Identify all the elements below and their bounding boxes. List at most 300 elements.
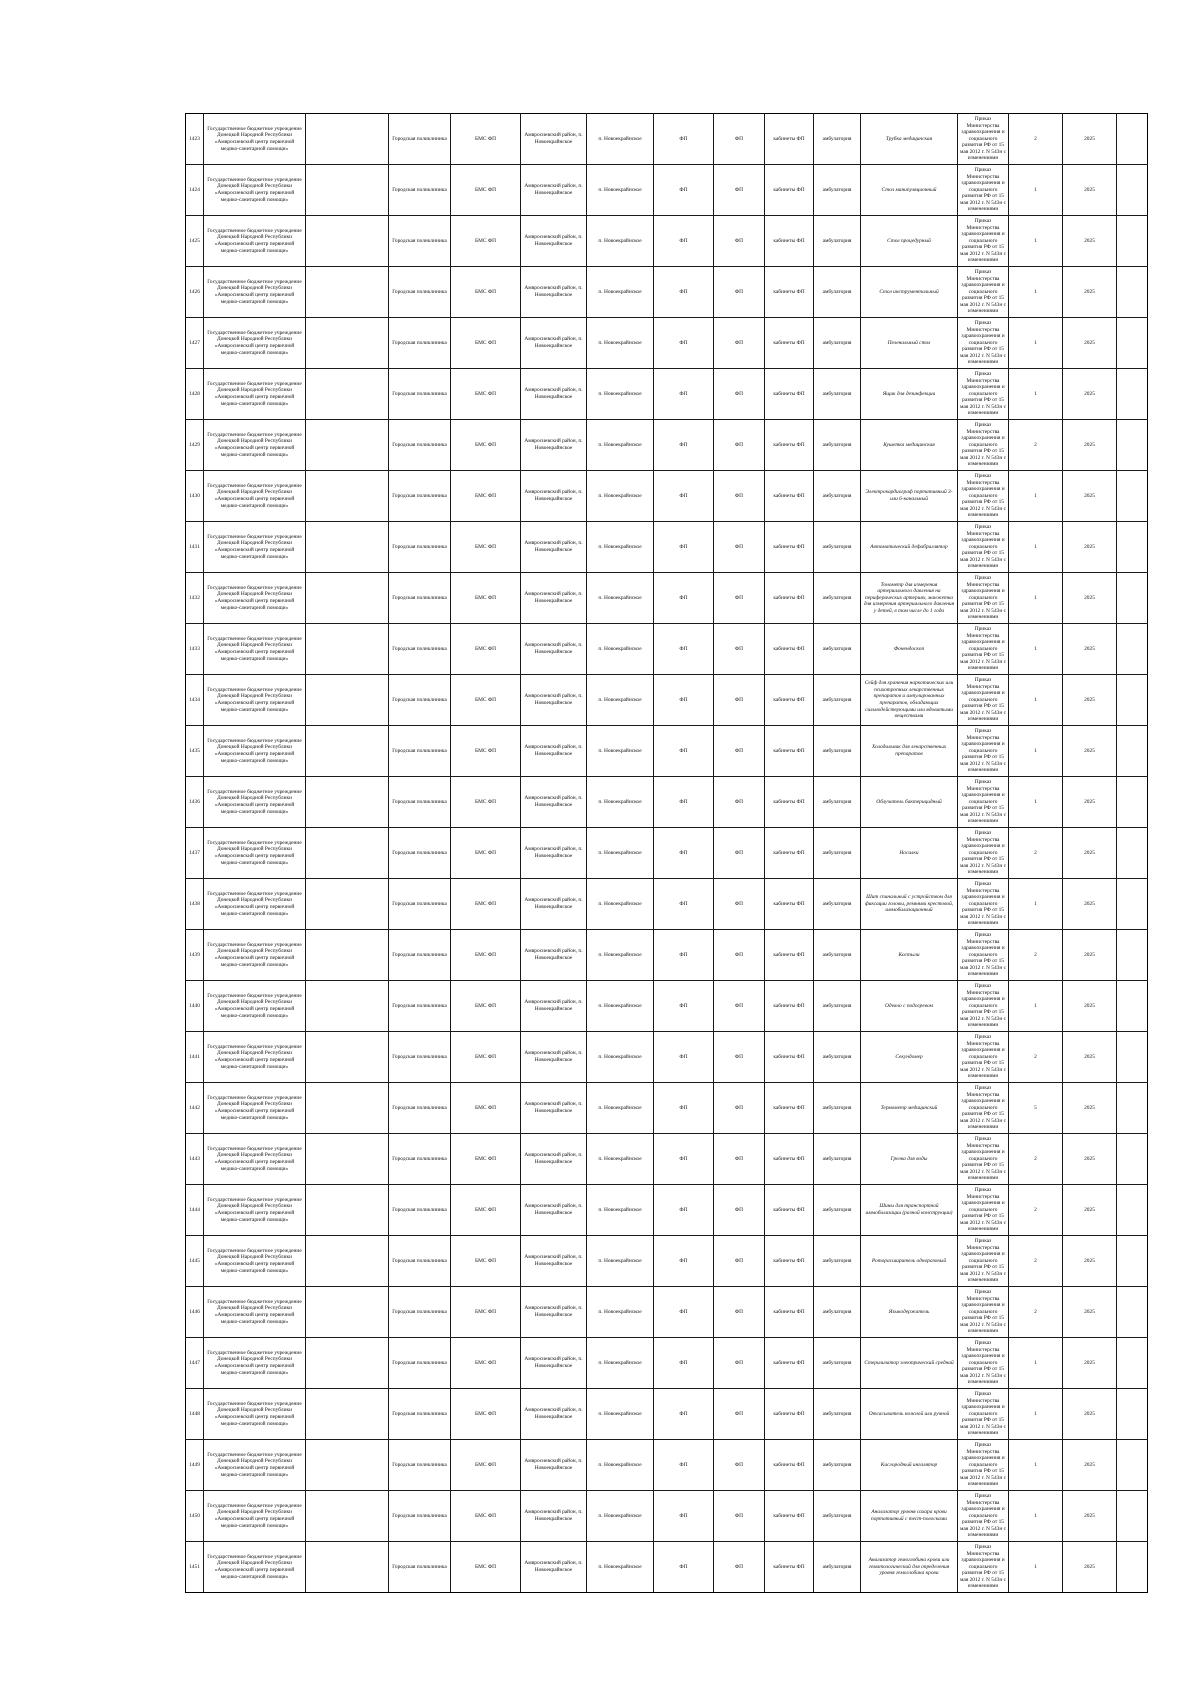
table-row [186, 318, 1148, 369]
unit-code-cell-2: ФП [714, 267, 765, 318]
district-cell: Амвросиевский район, п. Новоекрайнское [521, 675, 587, 726]
quantity-cell: 2 [1009, 1185, 1063, 1236]
room-cell: кабинеты ФП [765, 1287, 814, 1338]
row-number-cell: 1439 [186, 930, 204, 981]
department-cell: амбулатория [814, 1185, 861, 1236]
organization-cell: Государственное бюджетное учреждение Донецкой Народной Республики «Амвросиевский центр первичной медико-санитарной помощи» [204, 369, 306, 420]
facility-type-cell: Городская поликлиника [389, 1440, 451, 1491]
empty-cell-end [1117, 1134, 1148, 1185]
code-cell: БМС ФП [451, 573, 521, 624]
equipment-name-cell: Стерилизатор электрический средний [861, 1338, 958, 1389]
row-number-cell: 1440 [186, 981, 204, 1032]
equipment-name-cell: Анализатор уровня сахара крови портативный с тест-полосками [861, 1491, 958, 1542]
year-cell: 2025 [1063, 1032, 1117, 1083]
code-cell: БМС ФП [451, 624, 521, 675]
district-cell: Амвросиевский район, п. Новоекрайнское [521, 420, 587, 471]
settlement-cell: п. Новоекрайнское [587, 879, 654, 930]
facility-type-cell: Городская поликлиника [389, 1287, 451, 1338]
equipment-name-cell: Трубка медицинская [861, 114, 958, 165]
unit-code-cell: ФП [654, 1440, 714, 1491]
year-cell: 2025 [1063, 726, 1117, 777]
regulation-cell: Приказ Министерства здравоохранения и социального развития РФ от 15 мая 2012 г. N 543н с изменениями [958, 828, 1009, 879]
facility-type-cell: Городская поликлиника [389, 471, 451, 522]
year-cell: 2025 [1063, 165, 1117, 216]
empty-cell-end [1117, 930, 1148, 981]
empty-cell-end [1117, 1491, 1148, 1542]
regulation-cell: Приказ Министерства здравоохранения и социального развития РФ от 15 мая 2012 г. N 543н с изменениями [958, 1389, 1009, 1440]
empty-cell [306, 1440, 389, 1491]
empty-cell-end [1117, 267, 1148, 318]
unit-code-cell-2: ФП [714, 318, 765, 369]
department-cell: амбулатория [814, 1389, 861, 1440]
unit-code-cell: ФП [654, 1491, 714, 1542]
table-row [186, 726, 1148, 777]
code-cell: БМС ФП [451, 318, 521, 369]
facility-type-cell: Городская поликлиника [389, 1236, 451, 1287]
empty-cell-end [1117, 879, 1148, 930]
facility-type-cell: Городская поликлиника [389, 981, 451, 1032]
settlement-cell: п. Новоекрайнское [587, 726, 654, 777]
room-cell: кабинеты ФП [765, 879, 814, 930]
facility-type-cell: Городская поликлиника [389, 318, 451, 369]
empty-cell [306, 1287, 389, 1338]
equipment-name-cell: Кислородный ингалятор [861, 1440, 958, 1491]
empty-cell [306, 573, 389, 624]
room-cell: кабинеты ФП [765, 726, 814, 777]
empty-cell-end [1117, 471, 1148, 522]
room-cell: кабинеты ФП [765, 165, 814, 216]
unit-code-cell: ФП [654, 1134, 714, 1185]
regulation-cell: Приказ Министерства здравоохранения и социального развития РФ от 15 мая 2012 г. N 543н с изменениями [958, 369, 1009, 420]
room-cell: кабинеты ФП [765, 1236, 814, 1287]
settlement-cell: п. Новоекрайнское [587, 318, 654, 369]
code-cell: БМС ФП [451, 981, 521, 1032]
equipment-name-cell: Языкодержатель [861, 1287, 958, 1338]
settlement-cell: п. Новоекрайнское [587, 930, 654, 981]
row-number-cell: 1447 [186, 1338, 204, 1389]
row-number-cell: 1428 [186, 369, 204, 420]
unit-code-cell: ФП [654, 1389, 714, 1440]
unit-code-cell-2: ФП [714, 165, 765, 216]
empty-cell-end [1117, 624, 1148, 675]
unit-code-cell: ФП [654, 624, 714, 675]
unit-code-cell-2: ФП [714, 420, 765, 471]
quantity-cell: 2 [1009, 930, 1063, 981]
room-cell: кабинеты ФП [765, 1083, 814, 1134]
unit-code-cell-2: ФП [714, 1032, 765, 1083]
facility-type-cell: Городская поликлиника [389, 828, 451, 879]
organization-cell: Государственное бюджетное учреждение Донецкой Народной Республики «Амвросиевский центр первичной медико-санитарной помощи» [204, 420, 306, 471]
department-cell: амбулатория [814, 981, 861, 1032]
table-row [186, 981, 1148, 1032]
organization-cell: Государственное бюджетное учреждение Донецкой Народной Республики «Амвросиевский центр первичной медико-санитарной помощи» [204, 522, 306, 573]
settlement-cell: п. Новоекрайнское [587, 1287, 654, 1338]
regulation-cell: Приказ Министерства здравоохранения и социального развития РФ от 15 мая 2012 г. N 543н с изменениями [958, 930, 1009, 981]
organization-cell: Государственное бюджетное учреждение Донецкой Народной Республики «Амвросиевский центр первичной медико-санитарной помощи» [204, 267, 306, 318]
row-number-cell: 1425 [186, 216, 204, 267]
row-number-cell: 1434 [186, 675, 204, 726]
empty-cell-end [1117, 1236, 1148, 1287]
quantity-cell: 1 [1009, 318, 1063, 369]
row-number-cell: 1424 [186, 165, 204, 216]
row-number-cell: 1432 [186, 573, 204, 624]
room-cell: кабинеты ФП [765, 1032, 814, 1083]
room-cell: кабинеты ФП [765, 420, 814, 471]
equipment-name-cell: Термометр медицинский [861, 1083, 958, 1134]
regulation-cell: Приказ Министерства здравоохранения и социального развития РФ от 15 мая 2012 г. N 543н с изменениями [958, 1134, 1009, 1185]
facility-type-cell: Городская поликлиника [389, 369, 451, 420]
department-cell: амбулатория [814, 624, 861, 675]
year-cell: 2025 [1063, 522, 1117, 573]
unit-code-cell: ФП [654, 369, 714, 420]
regulation-cell: Приказ Министерства здравоохранения и социального развития РФ от 15 мая 2012 г. N 543н с изменениями [958, 879, 1009, 930]
unit-code-cell-2: ФП [714, 471, 765, 522]
empty-cell-end [1117, 1338, 1148, 1389]
regulation-cell: Приказ Министерства здравоохранения и социального развития РФ от 15 мая 2012 г. N 543н с изменениями [958, 471, 1009, 522]
facility-type-cell: Городская поликлиника [389, 1083, 451, 1134]
empty-cell-end [1117, 1032, 1148, 1083]
district-cell: Амвросиевский район, п. Новоекрайнское [521, 1338, 587, 1389]
table-row [186, 930, 1148, 981]
year-cell: 2025 [1063, 828, 1117, 879]
regulation-cell: Приказ Министерства здравоохранения и социального развития РФ от 15 мая 2012 г. N 543н с изменениями [958, 1083, 1009, 1134]
code-cell: БМС ФП [451, 930, 521, 981]
quantity-cell: 1 [1009, 1491, 1063, 1542]
facility-type-cell: Городская поликлиника [389, 216, 451, 267]
unit-code-cell-2: ФП [714, 624, 765, 675]
equipment-name-cell: Стол процедурный [861, 216, 958, 267]
empty-cell [306, 522, 389, 573]
quantity-cell: 2 [1009, 1287, 1063, 1338]
organization-cell: Государственное бюджетное учреждение Донецкой Народной Республики «Амвросиевский центр первичной медико-санитарной помощи» [204, 1287, 306, 1338]
unit-code-cell: ФП [654, 726, 714, 777]
district-cell: Амвросиевский район, п. Новоекрайнское [521, 1185, 587, 1236]
settlement-cell: п. Новоекрайнское [587, 624, 654, 675]
unit-code-cell: ФП [654, 114, 714, 165]
quantity-cell: 1 [1009, 522, 1063, 573]
unit-code-cell-2: ФП [714, 1338, 765, 1389]
table-row [186, 420, 1148, 471]
quantity-cell: 1 [1009, 369, 1063, 420]
year-cell: 2025 [1063, 1236, 1117, 1287]
row-number-cell: 1438 [186, 879, 204, 930]
row-number-cell: 1450 [186, 1491, 204, 1542]
settlement-cell: п. Новоекрайнское [587, 1389, 654, 1440]
table-row [186, 777, 1148, 828]
unit-code-cell: ФП [654, 828, 714, 879]
room-cell: кабинеты ФП [765, 1134, 814, 1185]
code-cell: БМС ФП [451, 675, 521, 726]
organization-cell: Государственное бюджетное учреждение Донецкой Народной Республики «Амвросиевский центр первичной медико-санитарной помощи» [204, 114, 306, 165]
empty-cell [306, 1542, 389, 1593]
table-row [186, 1287, 1148, 1338]
empty-cell [306, 828, 389, 879]
facility-type-cell: Городская поликлиника [389, 1542, 451, 1593]
department-cell: амбулатория [814, 420, 861, 471]
table-row [186, 1491, 1148, 1542]
settlement-cell: п. Новоекрайнское [587, 777, 654, 828]
row-number-cell: 1448 [186, 1389, 204, 1440]
department-cell: амбулатория [814, 522, 861, 573]
table-row [186, 1542, 1148, 1593]
room-cell: кабинеты ФП [765, 1389, 814, 1440]
row-number-cell: 1431 [186, 522, 204, 573]
equipment-name-cell: Автоматический дефибриллятор [861, 522, 958, 573]
department-cell: амбулатория [814, 675, 861, 726]
code-cell: БМС ФП [451, 1389, 521, 1440]
code-cell: БМС ФП [451, 216, 521, 267]
facility-type-cell: Городская поликлиника [389, 267, 451, 318]
department-cell: амбулатория [814, 369, 861, 420]
facility-type-cell: Городская поликлиника [389, 114, 451, 165]
facility-type-cell: Городская поликлиника [389, 573, 451, 624]
equipment-name-cell: Кушетка медицинская [861, 420, 958, 471]
quantity-cell: 1 [1009, 267, 1063, 318]
organization-cell: Государственное бюджетное учреждение Донецкой Народной Республики «Амвросиевский центр первичной медико-санитарной помощи» [204, 930, 306, 981]
district-cell: Амвросиевский район, п. Новоекрайнское [521, 1134, 587, 1185]
department-cell: амбулатория [814, 573, 861, 624]
row-number-cell: 1441 [186, 1032, 204, 1083]
code-cell: БМС ФП [451, 1185, 521, 1236]
empty-cell-end [1117, 726, 1148, 777]
settlement-cell: п. Новоекрайнское [587, 420, 654, 471]
unit-code-cell: ФП [654, 1185, 714, 1236]
unit-code-cell: ФП [654, 1083, 714, 1134]
district-cell: Амвросиевский район, п. Новоекрайнское [521, 1236, 587, 1287]
settlement-cell: п. Новоекрайнское [587, 267, 654, 318]
department-cell: амбулатория [814, 1542, 861, 1593]
organization-cell: Государственное бюджетное учреждение Донецкой Народной Республики «Амвросиевский центр первичной медико-санитарной помощи» [204, 1236, 306, 1287]
quantity-cell: 2 [1009, 114, 1063, 165]
district-cell: Амвросиевский район, п. Новоекрайнское [521, 522, 587, 573]
unit-code-cell-2: ФП [714, 114, 765, 165]
district-cell: Амвросиевский район, п. Новоекрайнское [521, 369, 587, 420]
unit-code-cell: ФП [654, 777, 714, 828]
facility-type-cell: Городская поликлиника [389, 165, 451, 216]
settlement-cell: п. Новоекрайнское [587, 471, 654, 522]
equipment-name-cell: Анализатор гемоглобина крови или гематологический для определения уровня гемоглобина крови [861, 1542, 958, 1593]
room-cell: кабинеты ФП [765, 930, 814, 981]
code-cell: БМС ФП [451, 828, 521, 879]
room-cell: кабинеты ФП [765, 1185, 814, 1236]
organization-cell: Государственное бюджетное учреждение Донецкой Народной Республики «Амвросиевский центр первичной медико-санитарной помощи» [204, 1389, 306, 1440]
regulation-cell: Приказ Министерства здравоохранения и социального развития РФ от 15 мая 2012 г. N 543н с изменениями [958, 624, 1009, 675]
table-row [186, 1032, 1148, 1083]
table-row [186, 216, 1148, 267]
empty-cell [306, 267, 389, 318]
department-cell: амбулатория [814, 1032, 861, 1083]
unit-code-cell-2: ФП [714, 522, 765, 573]
unit-code-cell: ФП [654, 879, 714, 930]
regulation-cell: Приказ Министерства здравоохранения и социального развития РФ от 15 мая 2012 г. N 543н с изменениями [958, 1542, 1009, 1593]
facility-type-cell: Городская поликлиника [389, 624, 451, 675]
settlement-cell: п. Новоекрайнское [587, 1491, 654, 1542]
row-number-cell: 1435 [186, 726, 204, 777]
empty-cell-end [1117, 114, 1148, 165]
district-cell: Амвросиевский район, п. Новоекрайнское [521, 1287, 587, 1338]
settlement-cell: п. Новоекрайнское [587, 675, 654, 726]
settlement-cell: п. Новоекрайнское [587, 1236, 654, 1287]
quantity-cell: 1 [1009, 1542, 1063, 1593]
room-cell: кабинеты ФП [765, 471, 814, 522]
empty-cell [306, 318, 389, 369]
row-number-cell: 1451 [186, 1542, 204, 1593]
settlement-cell: п. Новоекрайнское [587, 216, 654, 267]
facility-type-cell: Городская поликлиника [389, 1491, 451, 1542]
unit-code-cell: ФП [654, 675, 714, 726]
department-cell: амбулатория [814, 216, 861, 267]
code-cell: БМС ФП [451, 726, 521, 777]
unit-code-cell-2: ФП [714, 1389, 765, 1440]
organization-cell: Государственное бюджетное учреждение Донецкой Народной Республики «Амвросиевский центр первичной медико-санитарной помощи» [204, 777, 306, 828]
quantity-cell: 2 [1009, 1032, 1063, 1083]
row-number-cell: 1437 [186, 828, 204, 879]
year-cell: 2025 [1063, 930, 1117, 981]
table-row [186, 879, 1148, 930]
unit-code-cell-2: ФП [714, 1185, 765, 1236]
regulation-cell: Приказ Министерства здравоохранения и социального развития РФ от 15 мая 2012 г. N 543н с изменениями [958, 573, 1009, 624]
year-cell: 2025 [1063, 1287, 1117, 1338]
district-cell: Амвросиевский район, п. Новоекрайнское [521, 1542, 587, 1593]
year-cell: 2025 [1063, 1083, 1117, 1134]
empty-cell-end [1117, 1287, 1148, 1338]
organization-cell: Государственное бюджетное учреждение Донецкой Народной Республики «Амвросиевский центр первичной медико-санитарной помощи» [204, 318, 306, 369]
organization-cell: Государственное бюджетное учреждение Донецкой Народной Республики «Амвросиевский центр первичной медико-санитарной помощи» [204, 471, 306, 522]
quantity-cell: 1 [1009, 726, 1063, 777]
unit-code-cell-2: ФП [714, 1440, 765, 1491]
unit-code-cell-2: ФП [714, 828, 765, 879]
regulation-cell: Приказ Министерства здравоохранения и социального развития РФ от 15 мая 2012 г. N 543н с изменениями [958, 267, 1009, 318]
facility-type-cell: Городская поликлиника [389, 420, 451, 471]
organization-cell: Государственное бюджетное учреждение Донецкой Народной Республики «Амвросиевский центр первичной медико-санитарной помощи» [204, 573, 306, 624]
unit-code-cell-2: ФП [714, 1491, 765, 1542]
room-cell: кабинеты ФП [765, 573, 814, 624]
year-cell: 2025 [1063, 1440, 1117, 1491]
department-cell: амбулатория [814, 1287, 861, 1338]
quantity-cell: 1 [1009, 1389, 1063, 1440]
row-number-cell: 1436 [186, 777, 204, 828]
empty-cell [306, 114, 389, 165]
empty-cell-end [1117, 1185, 1148, 1236]
year-cell: 2025 [1063, 267, 1117, 318]
quantity-cell: 2 [1009, 1236, 1063, 1287]
organization-cell: Государственное бюджетное учреждение Донецкой Народной Республики «Амвросиевский центр первичной медико-санитарной помощи» [204, 1083, 306, 1134]
unit-code-cell: ФП [654, 930, 714, 981]
year-cell: 2025 [1063, 879, 1117, 930]
room-cell: кабинеты ФП [765, 981, 814, 1032]
quantity-cell: 5 [1009, 1083, 1063, 1134]
unit-code-cell-2: ФП [714, 777, 765, 828]
year-cell: 2025 [1063, 675, 1117, 726]
room-cell: кабинеты ФП [765, 216, 814, 267]
equipment-name-cell: Секундомер [861, 1032, 958, 1083]
district-cell: Амвросиевский район, п. Новоекрайнское [521, 1491, 587, 1542]
regulation-cell: Приказ Министерства здравоохранения и социального развития РФ от 15 мая 2012 г. N 543н с изменениями [958, 522, 1009, 573]
empty-cell-end [1117, 522, 1148, 573]
empty-cell [306, 1083, 389, 1134]
equipment-name-cell: Стол манипуляционный [861, 165, 958, 216]
district-cell: Амвросиевский район, п. Новоекрайнское [521, 1440, 587, 1491]
room-cell: кабинеты ФП [765, 522, 814, 573]
empty-cell-end [1117, 573, 1148, 624]
equipment-name-cell: Шит спинальный с устройством для фиксации головы, ремнями крестовой, иммобилизационный [861, 879, 958, 930]
unit-code-cell: ФП [654, 1236, 714, 1287]
equipment-name-cell: Ящик для дезинфекции [861, 369, 958, 420]
room-cell: кабинеты ФП [765, 1440, 814, 1491]
row-number-cell: 1430 [186, 471, 204, 522]
quantity-cell: 2 [1009, 828, 1063, 879]
year-cell: 2025 [1063, 369, 1117, 420]
settlement-cell: п. Новоекрайнское [587, 522, 654, 573]
organization-cell: Государственное бюджетное учреждение Донецкой Народной Республики «Амвросиевский центр первичной медико-санитарной помощи» [204, 1440, 306, 1491]
empty-cell [306, 675, 389, 726]
department-cell: амбулатория [814, 318, 861, 369]
year-cell: 2025 [1063, 777, 1117, 828]
unit-code-cell-2: ФП [714, 369, 765, 420]
room-cell: кабинеты ФП [765, 318, 814, 369]
table-row [186, 573, 1148, 624]
empty-cell-end [1117, 777, 1148, 828]
department-cell: амбулатория [814, 1236, 861, 1287]
equipment-name-cell: Пеленальный стол [861, 318, 958, 369]
settlement-cell: п. Новоекрайнское [587, 828, 654, 879]
unit-code-cell-2: ФП [714, 675, 765, 726]
empty-cell [306, 1032, 389, 1083]
year-cell: 2025 [1063, 114, 1117, 165]
district-cell: Амвросиевский район, п. Новоекрайнское [521, 1389, 587, 1440]
district-cell: Амвросиевский район, п. Новоекрайнское [521, 216, 587, 267]
empty-cell-end [1117, 318, 1148, 369]
empty-cell [306, 1338, 389, 1389]
equipment-name-cell: Холодильник для лекарственных препаратов [861, 726, 958, 777]
regulation-cell: Приказ Министерства здравоохранения и социального развития РФ от 15 мая 2012 г. N 543н с изменениями [958, 1185, 1009, 1236]
department-cell: амбулатория [814, 1440, 861, 1491]
settlement-cell: п. Новоекрайнское [587, 1440, 654, 1491]
table-row [186, 471, 1148, 522]
empty-cell [306, 216, 389, 267]
department-cell: амбулатория [814, 114, 861, 165]
department-cell: амбулатория [814, 1338, 861, 1389]
empty-cell-end [1117, 1542, 1148, 1593]
facility-type-cell: Городская поликлиника [389, 522, 451, 573]
unit-code-cell: ФП [654, 318, 714, 369]
department-cell: амбулатория [814, 1083, 861, 1134]
room-cell: кабинеты ФП [765, 1491, 814, 1542]
department-cell: амбулатория [814, 1134, 861, 1185]
unit-code-cell-2: ФП [714, 573, 765, 624]
empty-cell [306, 420, 389, 471]
row-number-cell: 1426 [186, 267, 204, 318]
room-cell: кабинеты ФП [765, 114, 814, 165]
settlement-cell: п. Новоекрайнское [587, 1338, 654, 1389]
equipment-name-cell: Отсасыватель ножной или ручной [861, 1389, 958, 1440]
empty-cell [306, 930, 389, 981]
code-cell: БМС ФП [451, 267, 521, 318]
district-cell: Амвросиевский район, п. Новоекрайнское [521, 879, 587, 930]
district-cell: Амвросиевский район, п. Новоекрайнское [521, 726, 587, 777]
organization-cell: Государственное бюджетное учреждение Донецкой Народной Республики «Амвросиевский центр первичной медико-санитарной помощи» [204, 1338, 306, 1389]
facility-type-cell: Городская поликлиника [389, 1389, 451, 1440]
quantity-cell: 1 [1009, 1440, 1063, 1491]
room-cell: кабинеты ФП [765, 1542, 814, 1593]
quantity-cell: 2 [1009, 1134, 1063, 1185]
department-cell: амбулатория [814, 1491, 861, 1542]
regulation-cell: Приказ Министерства здравоохранения и социального развития РФ от 15 мая 2012 г. N 543н с изменениями [958, 1287, 1009, 1338]
district-cell: Амвросиевский район, п. Новоекрайнское [521, 828, 587, 879]
code-cell: БМС ФП [451, 471, 521, 522]
equipment-name-cell: Облучатель бактерицидный [861, 777, 958, 828]
unit-code-cell: ФП [654, 267, 714, 318]
